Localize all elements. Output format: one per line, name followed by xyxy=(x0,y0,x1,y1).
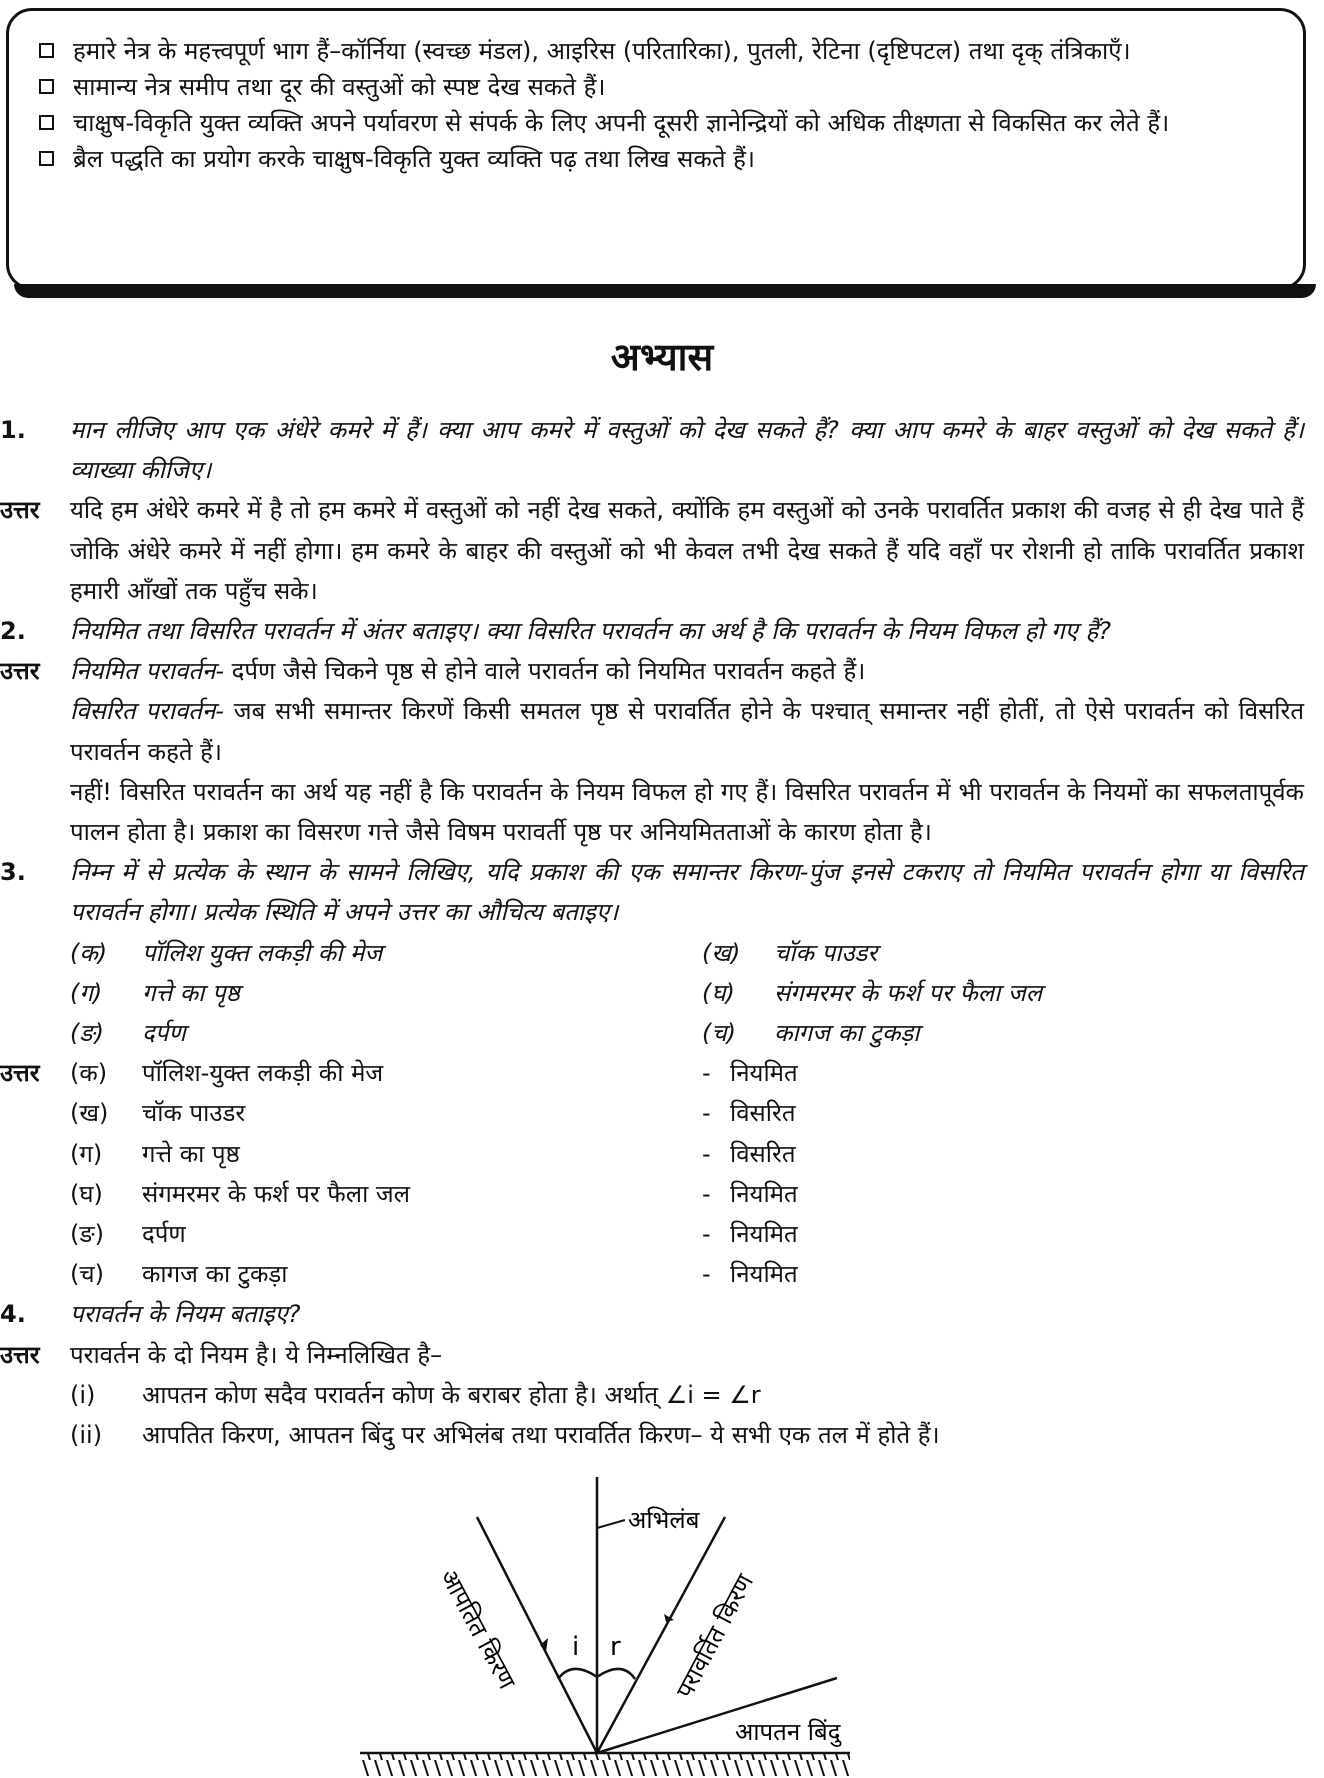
angle-i-label: i xyxy=(572,1632,580,1662)
answer-row: (क) पॉलिश-युक्त लकड़ी की मेज xyxy=(70,1059,384,1088)
answer-2: उत्तर नियमित परावर्तन- दर्पण जैसे चिकने पृष्ठ से होने वाले परावर्तन को नियमित परावर्तन कहते हैं। xyxy=(0,657,866,686)
angle-i-arc xyxy=(558,1669,597,1679)
answer-4: उत्तर परावर्तन के दो नियम है। ये निम्नलिखित है– xyxy=(0,1340,443,1369)
answer-row: (घ) संगमरमर के फर्श पर फैला जल xyxy=(70,1179,410,1208)
answer-3: उत्तर (क) पॉलिश-युक्त लकड़ी की मेज - नियमित (ख) चॉक पाउडर - विसरित (ग) गत्ते का पृष्ठ - विसरित (घ) संगमरमर के फर्श पर फैला जल - नियमित (ङ) दर्पण - नियमित (च) कागज का टुकड़ा - नियमित xyxy=(0,1053,1304,1294)
mirror-hatching xyxy=(360,1754,850,1776)
question-3: 3. निम्न में से प्रत्येक के स्थान के सामने लिखिए, यदि प्रकाश की एक समान्तर किरण-पुंज इनसे टकराए तो नियमित परावर्तन होगा या विसरित परावर्तन होगा। प्रत्येक स्थिति में अपने उत्तर का औचित्य बताइए। xyxy=(0,858,1304,927)
reflected-ray-label: परावर्तित किरण xyxy=(670,1569,760,1703)
answer-1: उत्तर यदि हम अंधेरे कमरे में है तो हम कमरे में वस्तुओं को नहीं देख सकते, क्योंकि हम वस्तुओं को उनके परावर्तित प्रकाश की वजह से ही देख पाते हैं जोकि अंधेरे कमरे में नहीं होगा। हम कमरे के बाहर की वस्तुओं को भी केवल तभी देख सकते हैं यदि वहाँ पर रोशनी हो ताकि परावर्तित प्रकाश हमारी आँखों तक पहुँच सके। xyxy=(0,496,1304,605)
option: (ख) चॉक पाउडर xyxy=(702,938,878,967)
answer-2-explanation: नहीं! विसरित परावर्तन का अर्थ यह नहीं है कि परावर्तन के नियम विफल हो गए हैं। विसरित परावर्तन में भी परावर्तन के नियमों का सफलतापूर्वक पालन होता है। प्रकाश का विसरण गत्ते जैसे विषम परावर्ती पृष्ठ पर अनियमितताओं के कारण होता है। xyxy=(70,777,1304,847)
summary-item: चाक्षुष-विकृति युक्त व्यक्ति अपने पर्यावरण से संपर्क के लिए अपनी दूसरी ज्ञानेन्द्रियों को अधिक तीक्ष्णता से विकसित कर लेते हैं। xyxy=(39,105,1279,141)
option: (घ) संगमरमर के फर्श पर फैला जल xyxy=(702,978,1042,1007)
question-1: 1. मान लीजिए आप एक अंधेरे कमरे में हैं। क्या आप कमरे में वस्तुओं को देख सकते हैं? क्या आप कमरे के बाहर वस्तुओं को देख सकते हैं। व्याख्या कीजिए। xyxy=(0,416,1304,485)
answer-row: (ग) गत्ते का पृष्ठ xyxy=(70,1139,240,1168)
answer-row: (ङ) दर्पण xyxy=(70,1220,186,1249)
incident-ray-label: आपतित किरण xyxy=(434,1564,522,1694)
angle-r-label: r xyxy=(610,1632,621,1662)
answer-2-diffuse: विसरित परावर्तन- जब सभी समान्तर किरणें किसी समतल पृष्ठ से परावर्तित होने के पश्चात् समान्तर नहीं होतीं, तो ऐसे परावर्तन को विसरित परावर्तन कहते हैं। xyxy=(70,697,1304,766)
angle-r-arc xyxy=(597,1669,635,1679)
question-4: 4. परावर्तन के नियम बताइए? xyxy=(0,1300,301,1329)
rule-1: (i) आपतन कोण सदैव परावर्तन कोण के बराबर होता है। अर्थात् ∠i = ∠r xyxy=(70,1380,761,1409)
summary-item: सामान्य नेत्र समीप तथा दूर की वस्तुओं को स्पष्ट देख सकते हैं। xyxy=(39,69,1279,105)
answer-row: (च) कागज का टुकड़ा xyxy=(70,1260,288,1289)
question-2: 2. नियमित तथा विसरित परावर्तन में अंतर बताइए। क्या विसरित परावर्तन का अर्थ है कि परावर्तन के नियम विफल हो गए हैं? xyxy=(0,617,1111,646)
incidence-point-label: आपतन बिंदु xyxy=(735,1718,841,1746)
rule-2: (ii) आपतित किरण, आपतन बिंदु पर अभिलंब तथा परावर्तित किरण– ये सभी एक तल में होते हैं। xyxy=(70,1421,940,1450)
summary-item: हमारे नेत्र के महत्त्वपूर्ण भाग हैं–कॉर्निया (स्वच्छ मंडल), आइरिस (परितारिका), पुतली, रेटिना (दृष्टिपटल) तथा दृक् तंत्रिकाएँ। xyxy=(39,33,1279,69)
option: (क) पॉलिश युक्त लकड़ी की मेज xyxy=(70,938,383,967)
normal-label-pointer xyxy=(597,1520,625,1528)
answer-row: (ख) चॉक पाउडर xyxy=(70,1099,246,1128)
section-heading: अभ्यास xyxy=(610,335,714,379)
normal-label: अभिलंब xyxy=(628,1506,700,1534)
option: (च) कागज का टुकड़ा xyxy=(702,1019,920,1048)
summary-item: ब्रैल पद्धति का प्रयोग करके चाक्षुष-विकृति युक्त व्यक्ति पढ़ तथा लिख सकते हैं। xyxy=(39,141,1279,177)
option: (ङ) दर्पण xyxy=(70,1019,186,1048)
option: (ग) गत्ते का पृष्ठ xyxy=(70,978,240,1007)
